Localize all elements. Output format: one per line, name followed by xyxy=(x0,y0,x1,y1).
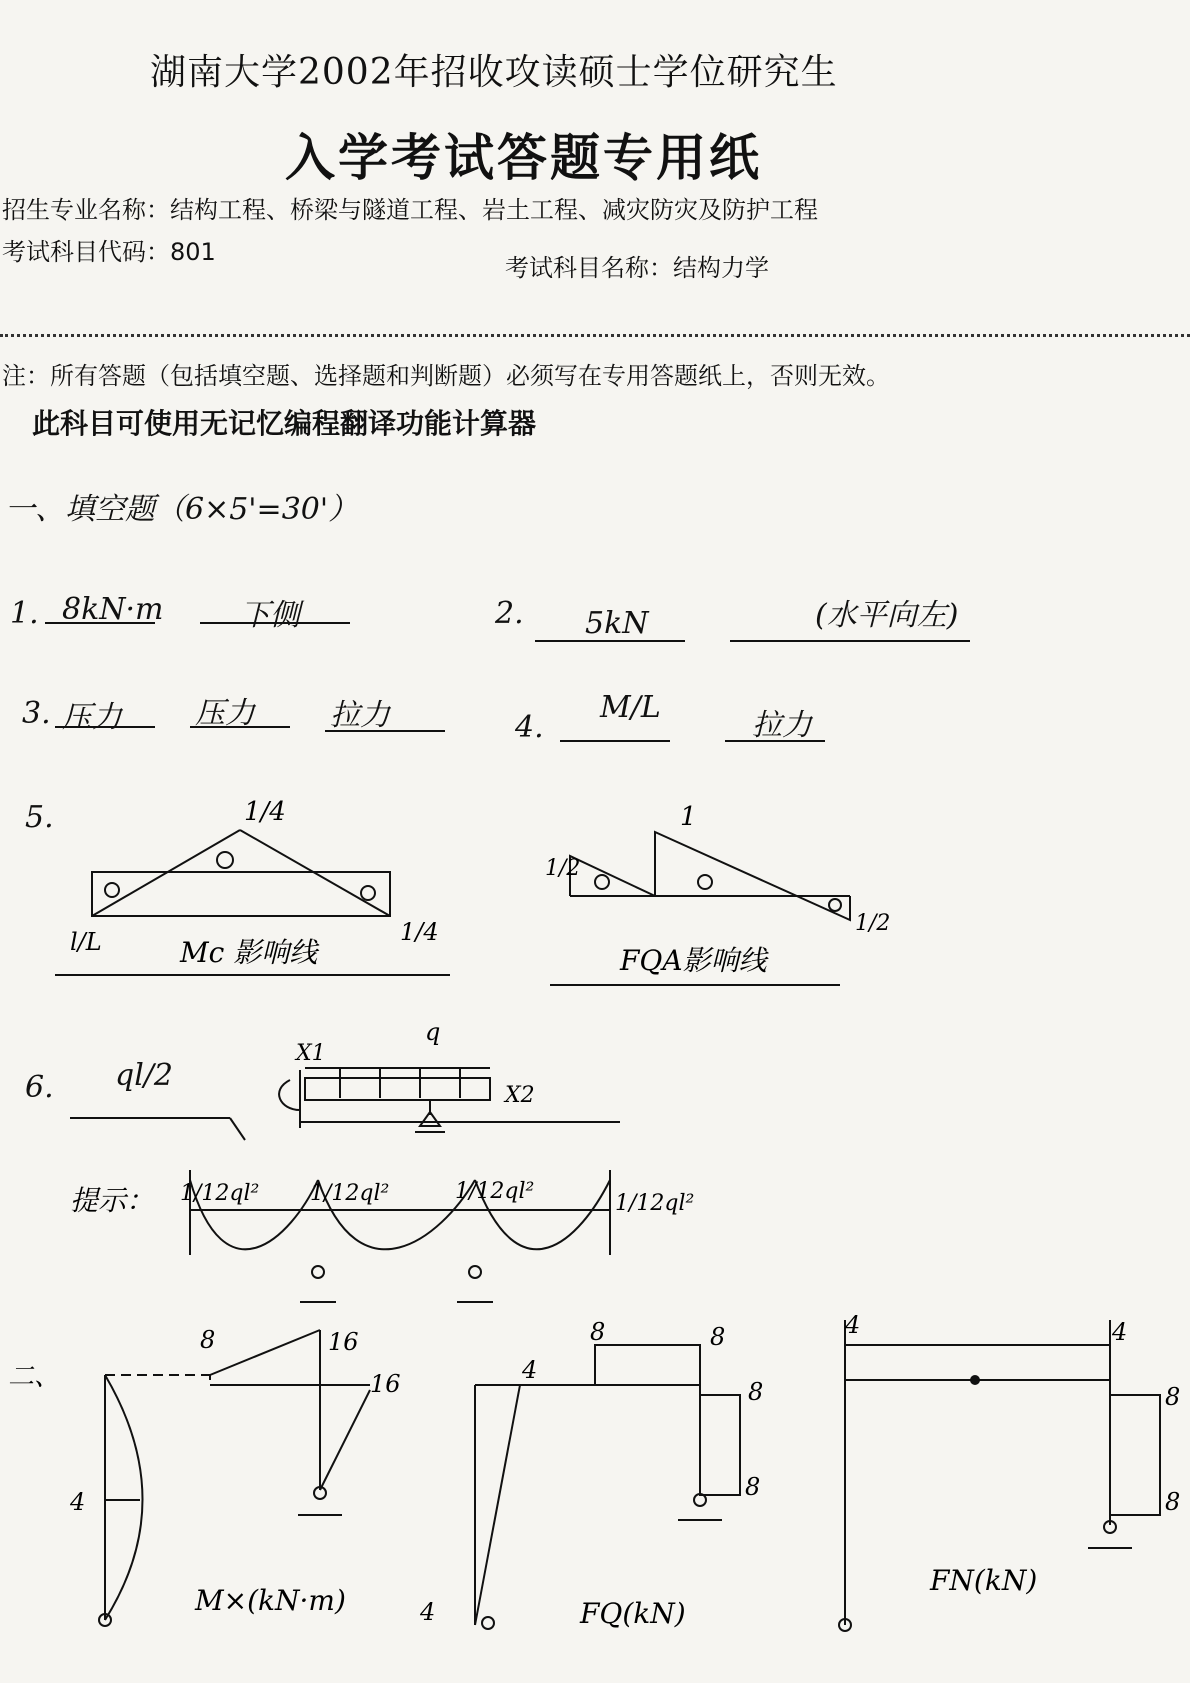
q6-beam-sketch xyxy=(70,1068,620,1140)
q6-x2-label: X2 xyxy=(505,1083,535,1108)
shear-diagram xyxy=(475,1345,740,1629)
subject-code: 考试科目代码：801 xyxy=(2,238,216,266)
axial-caption: FN(kN) xyxy=(930,1564,1038,1597)
notice-text: 注：所有答题（包括填空题、选择题和判断题）必须写在专用答题纸上，否则无效。 xyxy=(2,362,890,390)
q1-answer-b: 下侧 xyxy=(240,598,300,633)
hint-moment-1: 1/12ql² xyxy=(180,1181,260,1206)
moment-diagram xyxy=(99,1330,370,1626)
hint-label: 提示： xyxy=(70,1184,155,1217)
section2-number: 二、 xyxy=(8,1362,61,1392)
n-value-8b: 8 xyxy=(1165,1488,1181,1516)
mc-caption: Mc 影响线 xyxy=(180,936,318,969)
moment-caption: M×(kN·m) xyxy=(195,1584,346,1617)
q1-answer-a: 8kN·m xyxy=(62,592,164,627)
joint-dot-icon xyxy=(970,1375,980,1385)
q4-answer-a: M/L xyxy=(600,690,661,725)
major-label: 招生专业名称：结构工程、桥梁与隧道工程、岩土工程、减灾防灾及防护工程 xyxy=(2,196,818,224)
q-value-4top: 4 xyxy=(522,1356,538,1384)
q-value-4bot: 4 xyxy=(420,1598,436,1626)
mc-left-value: l/L xyxy=(70,928,102,956)
m-value-16a: 16 xyxy=(328,1328,359,1356)
m-value-4: 4 xyxy=(70,1488,86,1516)
q6-load-label: q xyxy=(425,1018,441,1046)
q3-answer-b: 压力 xyxy=(195,696,255,731)
calculator-notice: 此科目可使用无记忆编程翻译功能计算器 xyxy=(32,407,537,440)
q1-number: 1. xyxy=(10,596,39,631)
section-heading: 一、填空题（6×5'=30'） xyxy=(5,492,359,527)
hint-moment-4: 1/12ql² xyxy=(615,1191,695,1216)
q2-answer-b: (水平向左) xyxy=(815,598,959,633)
q6-number: 6. xyxy=(25,1070,54,1105)
fqa-left-value: 1/2 xyxy=(545,856,581,881)
m-value-8: 8 xyxy=(200,1326,216,1354)
hint-moment-2: 1/12ql² xyxy=(310,1181,390,1206)
q4-number: 4. xyxy=(515,710,544,745)
q3-number: 3. xyxy=(22,696,51,731)
fqa-caption: FQA影响线 xyxy=(620,944,767,977)
q6-answer: ql/2 xyxy=(115,1058,173,1093)
q4-answer-b: 拉力 xyxy=(752,708,812,743)
q-value-8d: 8 xyxy=(745,1473,761,1501)
fqa-top-value: 1 xyxy=(680,802,697,832)
fqa-right-value: 1/2 xyxy=(855,911,891,936)
mc-top-value: 1/4 xyxy=(244,797,286,827)
q3-answer-c: 拉力 xyxy=(330,698,390,733)
n-value-4a: 4 xyxy=(845,1311,861,1339)
sheet-subtitle: 入学考试答题专用纸 xyxy=(285,128,762,187)
q2-answer-a: 5kN xyxy=(585,606,649,641)
q-value-8c: 8 xyxy=(748,1378,764,1406)
q5-number: 5. xyxy=(25,800,54,835)
q6-x1-label: X1 xyxy=(296,1041,326,1066)
q3-answer-a: 压力 xyxy=(62,700,122,735)
n-value-4b: 4 xyxy=(1112,1318,1128,1346)
mc-right-value: 1/4 xyxy=(400,918,439,946)
shear-caption: FQ(kN) xyxy=(580,1597,686,1630)
n-value-8a: 8 xyxy=(1165,1383,1181,1411)
m-value-16b: 16 xyxy=(370,1370,401,1398)
sheet-title: 湖南大学2002年招收攻读硕士学位研究生 xyxy=(150,52,838,93)
subject-name: 考试科目名称：结构力学 xyxy=(505,254,769,282)
q-value-8b: 8 xyxy=(710,1323,726,1351)
q-value-8a: 8 xyxy=(590,1318,606,1346)
q2-number: 2. xyxy=(495,596,524,631)
hint-moment-3: 1/12ql² xyxy=(455,1179,535,1204)
